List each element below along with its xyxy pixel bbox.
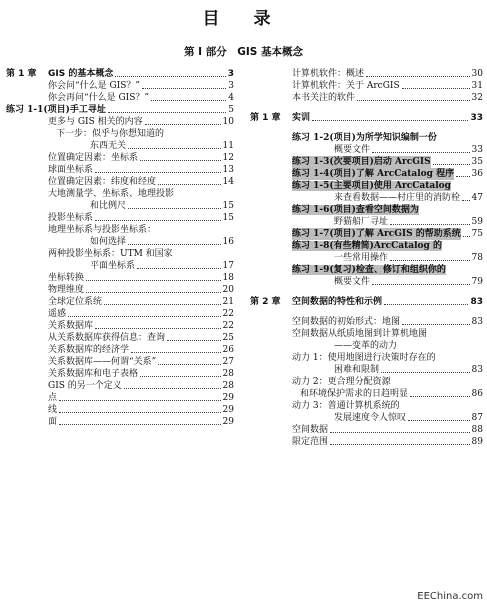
toc-entry-label: 本书关注的软件: [292, 93, 356, 103]
toc-entry: [6, 404, 234, 416]
chapter-number: 第 1 章: [250, 113, 281, 123]
leader-dots: [140, 160, 221, 161]
leader-dots: [381, 372, 470, 373]
toc-entry: [6, 392, 234, 404]
toc-entry: [6, 416, 234, 428]
toc-entry-label: 坐标转换: [48, 273, 85, 283]
toc-entry: [6, 212, 234, 224]
leader-dots: [408, 420, 470, 421]
toc-entry: [6, 320, 234, 332]
toc-chapter: [250, 296, 483, 308]
toc-entry: [6, 92, 234, 104]
toc-entry-continued: [250, 400, 483, 412]
leader-dots: [95, 172, 221, 173]
page-number: 13: [222, 165, 234, 175]
toc-entry-label: 动力 3：普通计算机系统的: [292, 401, 400, 411]
leader-dots: [366, 76, 470, 77]
toc-entry-label: 概要文件: [334, 277, 371, 287]
toc-entry: [250, 276, 483, 288]
leader-dots: [104, 304, 221, 305]
toc-entry-continued: [6, 128, 234, 140]
leader-dots: [140, 376, 221, 377]
leader-dots: [463, 236, 470, 237]
toc-entry-label: 下一步：似乎与你想知道的: [56, 129, 165, 139]
page-number: 33: [470, 113, 483, 123]
toc-entry: [6, 140, 234, 152]
toc-entry: [250, 168, 483, 180]
leader-dots: [95, 220, 221, 221]
toc-entry: [250, 68, 483, 80]
toc-entry-continued: [250, 328, 483, 340]
toc-entry-continued: [250, 180, 483, 192]
toc-entry-label: 练习 1-3(次要项目)启动 ArcGIS: [292, 157, 431, 167]
leader-dots: [330, 444, 470, 445]
part-heading: 第 I 部分 GIS 基本概念: [184, 46, 303, 58]
toc-entry-label: 练习 1-2(项目)为所学知识编制一份: [292, 133, 437, 143]
page-number: 47: [471, 193, 483, 203]
leader-dots: [372, 284, 470, 285]
toc-entry-label: 练习 1-5(主要项目)使用 ArcCatalog: [292, 181, 451, 191]
toc-entry-label: 你会再问“什么是 GIS？”: [48, 93, 149, 103]
leader-dots: [68, 316, 221, 317]
toc-entry: [250, 316, 483, 328]
leader-dots: [151, 100, 226, 101]
toc-entry-label: 关系数据库——何谓“关系”: [48, 357, 157, 367]
toc-right-column: [250, 68, 483, 448]
leader-dots: [390, 224, 470, 225]
toc-entry-continued: [250, 240, 483, 252]
toc-entry-label: 空间数据: [292, 425, 329, 435]
page-number: 59: [471, 217, 483, 227]
leader-dots: [158, 364, 220, 365]
chapter-title: GIS 的基本概念: [48, 69, 114, 79]
toc-entry: [6, 296, 234, 308]
watermark: EEChina.com: [417, 591, 483, 602]
toc-gap: [250, 288, 483, 296]
toc-entry-label: 东西无关: [90, 141, 127, 151]
toc-entry-continued: [6, 188, 234, 200]
toc-left-column: [6, 68, 234, 428]
page-number: 31: [471, 81, 483, 91]
page-number: 28: [222, 369, 234, 379]
page-number: 22: [222, 321, 234, 331]
toc-entry: [250, 144, 483, 156]
leader-dots: [357, 100, 470, 101]
page-number: 83: [471, 365, 483, 375]
leader-dots: [456, 176, 469, 177]
toc-chapter: [6, 68, 234, 80]
toc-entry: [6, 80, 234, 92]
toc-entry-label: 位置确定因素：纬度和经度: [48, 177, 157, 187]
toc-entry-label: 空间数据从纸质地图到计算机地图: [292, 329, 428, 339]
toc-entry: [6, 368, 234, 380]
page-number: 16: [222, 237, 234, 247]
leader-dots: [59, 424, 221, 425]
toc-entry: [6, 272, 234, 284]
toc-entry-label: 和比例尺: [90, 201, 127, 211]
leader-dots: [330, 432, 470, 433]
toc-entry: [6, 164, 234, 176]
page-number: 3: [228, 81, 234, 91]
page-number: 20: [222, 285, 234, 295]
toc-entry: [250, 388, 483, 400]
toc-entry-label: 来查看数据——村庄里的消防栓: [334, 193, 461, 203]
leader-dots: [128, 244, 221, 245]
page-number: 3: [227, 69, 234, 79]
page-number: 15: [222, 201, 234, 211]
leader-dots: [402, 88, 470, 89]
toc-entry: [6, 332, 234, 344]
toc-entry-label: 关系数据库和电子表格: [48, 369, 139, 379]
page-number: 86: [471, 389, 483, 399]
leader-dots: [108, 112, 226, 113]
toc-entry-continued: [250, 340, 483, 352]
toc-entry-label: 动力 2：更合理分配资源: [292, 377, 391, 387]
toc-entry: [6, 200, 234, 212]
page-number: 83: [471, 317, 483, 327]
page-number: 10: [222, 117, 234, 127]
toc-entry-label: 一些常用操作: [334, 253, 389, 263]
page-number: 30: [471, 69, 483, 79]
page-number: 78: [471, 253, 483, 263]
leader-dots: [402, 324, 470, 325]
chapter-title: 空间数据的特性和示例: [292, 297, 383, 307]
toc-entry: [6, 380, 234, 392]
toc-title: 目 录: [202, 9, 285, 29]
leader-dots: [137, 268, 221, 269]
toc-entry-label: 更多与 GIS 相关的内容: [48, 117, 143, 127]
leader-dots: [390, 260, 470, 261]
page-number: 5: [228, 105, 234, 115]
toc-entry-label: 位置确定因素：坐标系: [48, 153, 139, 163]
toc-entry-label: 发展速度令人惊叹: [334, 413, 407, 423]
toc-entry-continued: [250, 264, 483, 276]
page-number: 4: [228, 93, 234, 103]
leader-dots: [433, 164, 470, 165]
leader-dots: [86, 280, 221, 281]
toc-gap: [250, 104, 483, 112]
page-number: 89: [471, 437, 483, 447]
toc-entry: [6, 344, 234, 356]
page-number: 29: [222, 393, 234, 403]
toc-entry-label: 练习 1-1(项目)手工寻址: [6, 105, 106, 115]
page-number: 28: [222, 381, 234, 391]
page-number: 11: [222, 141, 234, 151]
page-number: 17: [222, 261, 234, 271]
leader-dots: [59, 400, 221, 401]
page-number: 22: [222, 309, 234, 319]
leader-dots: [95, 328, 221, 329]
page-number: 25: [222, 333, 234, 343]
toc-entry-label: 遥感: [48, 309, 67, 319]
toc-entry: [6, 260, 234, 272]
page-number: 87: [471, 413, 483, 423]
toc-entry-label: 练习 1-4(项目)了解 ArcCatalog 程序: [292, 169, 455, 179]
toc-gap: [250, 124, 483, 132]
toc-entry: [250, 424, 483, 436]
toc-entry-label: 从关系数据库获得信息：查询: [48, 333, 166, 343]
toc-entry: [250, 80, 483, 92]
toc-entry: [250, 216, 483, 228]
toc-entry-label: 大地测量学、坐标系、地理投影: [48, 189, 175, 199]
page-number: 36: [471, 169, 483, 179]
leader-dots: [372, 152, 470, 153]
page-number: 27: [222, 357, 234, 367]
toc-entry: [6, 116, 234, 128]
page-number: 12: [222, 153, 234, 163]
toc-entry-label: 计算机软件：概述: [292, 69, 365, 79]
toc-entry-label: 点: [48, 393, 58, 403]
leader-dots: [128, 148, 221, 149]
toc-entry: [250, 252, 483, 264]
toc-entry: [250, 412, 483, 424]
leader-dots: [115, 76, 225, 77]
toc-entry-label: 地理坐标系与投影坐标系：: [48, 225, 157, 235]
toc-entry-label: 概要文件: [334, 145, 371, 155]
toc-entry-continued: [250, 352, 483, 364]
toc-entry: [250, 92, 483, 104]
leader-dots: [462, 200, 470, 201]
toc-entry-label: 线: [48, 405, 58, 415]
toc-entry-label: 物理维度: [48, 285, 85, 295]
leader-dots: [124, 388, 221, 389]
toc-entry: [6, 308, 234, 320]
leader-dots: [59, 412, 221, 413]
toc-chapter: [250, 112, 483, 124]
page-number: 83: [470, 297, 483, 307]
toc-gap: [250, 308, 483, 316]
leader-dots: [145, 124, 221, 125]
toc-entry-label: 野猫船厂寻址: [334, 217, 389, 227]
toc-entry-label: 关系数据库: [48, 321, 94, 331]
toc-entry: [250, 192, 483, 204]
page-number: 32: [471, 93, 483, 103]
toc-entry-label: 练习 1-9(复习)检查、修订和组织你的: [292, 265, 446, 275]
toc-entry-label: 两种投影坐标系：UTM 和国家: [48, 249, 173, 259]
toc-entry-label: 计算机软件：关于 ArcGIS: [292, 81, 400, 91]
toc-entry: [6, 356, 234, 368]
leader-dots: [86, 292, 221, 293]
page-number: 33: [471, 145, 483, 155]
toc-entry-label: 限定范围: [292, 437, 329, 447]
page-number: 18: [222, 273, 234, 283]
toc-entry-continued: [250, 376, 483, 388]
page-number: 88: [471, 425, 483, 435]
leader-dots: [128, 208, 221, 209]
page-number: 29: [222, 405, 234, 415]
leader-dots: [158, 184, 221, 185]
toc-entry-label: 球面坐标系: [48, 165, 94, 175]
toc-entry-continued: [250, 204, 483, 216]
toc-entry: [6, 176, 234, 188]
toc-entry-continued: [6, 248, 234, 260]
toc-entry-label: 面: [48, 417, 58, 427]
toc-entry-label: 练习 1-7(项目)了解 ArcGIS 的帮助系统: [292, 229, 461, 239]
chapter-number: 第 2 章: [250, 297, 281, 307]
toc-entry: [250, 364, 483, 376]
chapter-title: 实训: [292, 113, 311, 123]
leader-dots: [312, 120, 468, 121]
leader-dots: [142, 88, 226, 89]
toc-entry-label: 如何选择: [90, 237, 127, 247]
toc-entry-label: 你会问“什么是 GIS？”: [48, 81, 140, 91]
toc-entry-label: 动力 1：使用地图进行决策时存在的: [292, 353, 436, 363]
toc-entry-continued: [250, 132, 483, 144]
page-number: 79: [471, 277, 483, 287]
toc-entry-label: 练习 1-6(项目)查看空间数据为: [292, 205, 419, 215]
toc-entry-label: 练习 1-8(有些精简)ArcCatalog 的: [292, 241, 442, 251]
toc-entry: [6, 152, 234, 164]
toc-entry: [250, 228, 483, 240]
toc-entry: [250, 156, 483, 168]
toc-entry: [6, 104, 234, 116]
chapter-number: 第 1 章: [6, 69, 37, 79]
toc-entry: [6, 236, 234, 248]
leader-dots: [131, 352, 221, 353]
page-number: 15: [222, 213, 234, 223]
toc-entry-label: 关系数据库的经济学: [48, 345, 130, 355]
toc-entry-label: 平面坐标系: [90, 261, 136, 271]
leader-dots: [167, 340, 221, 341]
leader-dots: [384, 304, 468, 305]
leader-dots: [410, 396, 470, 397]
toc-entry: [6, 284, 234, 296]
page-number: 14: [222, 177, 234, 187]
toc-entry-continued: [6, 224, 234, 236]
toc-entry-label: 全球定位系统: [48, 297, 103, 307]
toc-entry-label: ——变革的动力: [334, 341, 398, 351]
page-number: 75: [471, 229, 483, 239]
toc-entry: [250, 436, 483, 448]
page-number: 35: [471, 157, 483, 167]
toc-entry-label: 空间数据的初始形式：地图: [292, 317, 401, 327]
toc-entry-label: 投影坐标系: [48, 213, 94, 223]
page-number: 21: [222, 297, 234, 307]
toc-entry-label: 困难和限制: [334, 365, 380, 375]
toc-entry-label: 和环境保护需求的日趋明显: [300, 389, 409, 399]
toc-entry-label: GIS 的另一个定义: [48, 381, 122, 391]
page-number: 29: [222, 417, 234, 427]
page-number: 26: [222, 345, 234, 355]
